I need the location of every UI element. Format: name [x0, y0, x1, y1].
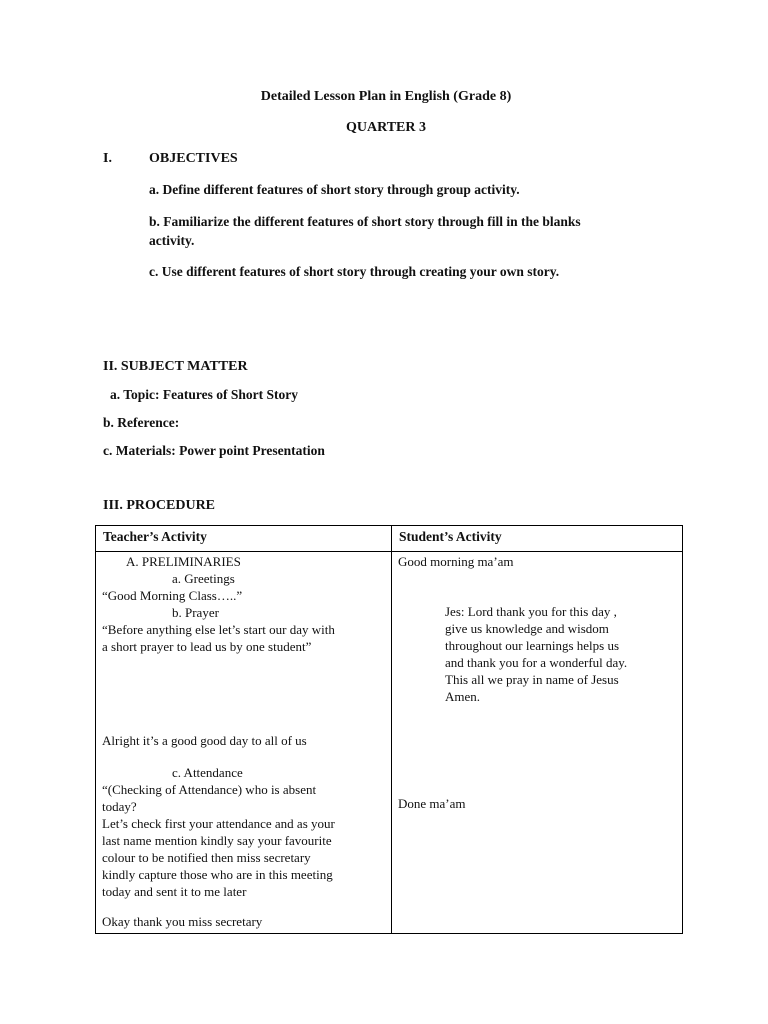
prayer-label: b. Prayer [172, 605, 219, 620]
attendance-line-3: Let’s check first your attendance and as your [102, 816, 335, 831]
objective-b: b. Familiarize the different features of short story through fill in the blanks [149, 214, 581, 229]
attendance-line-1: “(Checking of Attendance) who is absent [102, 782, 317, 797]
student-prayer-line-6: Amen. [445, 689, 481, 704]
procedure-table-row [96, 552, 683, 934]
quarter-label: QUARTER 3 [345, 120, 426, 135]
teacher-activity-header: Teacher’s Activity [96, 526, 392, 552]
greetings-label: a. Greetings [172, 571, 235, 586]
student-prayer-line-4: and thank you for a wonderful day. [445, 655, 628, 670]
thanks-line: Okay thank you miss secretary [102, 914, 263, 929]
attendance-line-6: kindly capture those who are in this meeting [102, 867, 333, 882]
teacher-activity-cell [96, 552, 392, 934]
subject-matter-materials: c. Materials: Power point Presentation [103, 443, 325, 458]
subject-matter-topic: a. Topic: Features of Short Story [110, 387, 298, 402]
attendance-line-5: colour to be notified then miss secretary [102, 850, 311, 865]
greeting-line: “Good Morning Class…..” [102, 588, 243, 603]
objectives-number: I. [103, 151, 112, 166]
objective-b-continued: activity. [149, 233, 195, 248]
student-activity-cell [392, 552, 683, 934]
objectives-heading: OBJECTIVES [149, 151, 238, 166]
preliminaries-label: A. PRELIMINARIES [126, 554, 241, 569]
attendance-line-4: last name mention kindly say your favourite [102, 833, 332, 848]
attendance-line-2: today? [102, 799, 137, 814]
procedure-table [95, 525, 683, 934]
student-prayer-line-3: throughout our learnings helps us [445, 638, 620, 653]
subject-matter-heading: II. SUBJECT MATTER [103, 359, 248, 374]
student-prayer-line-2: give us knowledge and wisdom [445, 621, 609, 636]
student-prayer-line-1: Jes: Lord thank you for this day , [445, 604, 617, 619]
document-title: Detailed Lesson Plan in English (Grade 8) [260, 89, 512, 104]
good-day-line: Alright it’s a good good day to all of us [102, 733, 307, 748]
procedure-heading: III. PROCEDURE [103, 498, 216, 513]
student-prayer-line-5: This all we pray in name of Jesus [445, 672, 619, 687]
objective-a: a. Define different features of short story through group activity. [149, 182, 520, 197]
attendance-line-7: today and sent it to me later [102, 884, 247, 899]
prayer-instruction-2: a short prayer to lead us by one student” [102, 639, 312, 654]
procedure-table-header [96, 526, 683, 552]
student-activity-header: Student’s Activity [392, 526, 683, 552]
objective-c: c. Use different features of short story through creating your own story. [149, 264, 560, 279]
done-reply: Done ma’am [398, 796, 466, 811]
attendance-label: c. Attendance [172, 765, 243, 780]
prayer-instruction-1: “Before anything else let’s start our day with [102, 622, 335, 637]
subject-matter-reference: b. Reference: [103, 415, 180, 430]
greeting-reply: Good morning ma’am [398, 554, 514, 569]
